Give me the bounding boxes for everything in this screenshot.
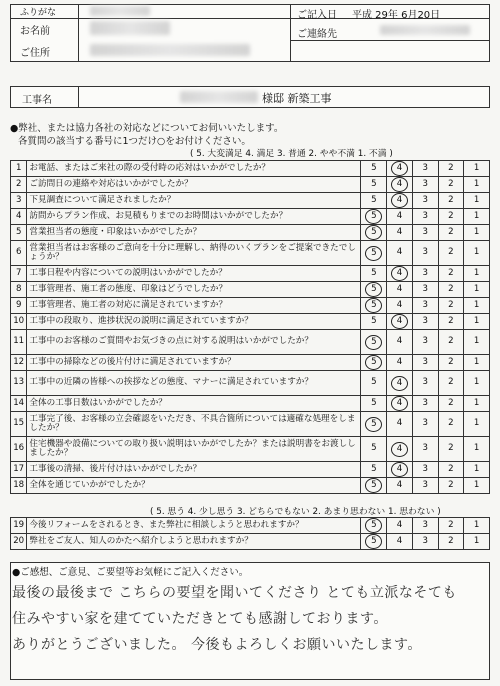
score-option[interactable] [387, 534, 413, 550]
date-value: 平成 29年 6月20日 [352, 10, 441, 21]
date-label: ご記入日 [297, 10, 337, 21]
question-text: お電話、またはご来社の際の受付時の応対はいかがでしたか？ [27, 161, 361, 177]
score-value: 1 [473, 210, 480, 221]
score-option[interactable] [361, 437, 387, 462]
score-option[interactable] [361, 396, 387, 412]
score-option[interactable] [412, 241, 438, 266]
question-text: 営業担当者の態度・印象はいかがでしたか？ [27, 225, 361, 241]
score-value: 3 [422, 479, 428, 490]
question-row [11, 518, 490, 534]
question-text: ご訪問日の連絡や対応はいかがでしたか？ [27, 177, 361, 193]
score-value: 3 [422, 299, 428, 310]
question-row [11, 209, 490, 225]
score-value: 2 [448, 299, 454, 310]
score-option[interactable] [438, 355, 464, 371]
selected-score: 4 [391, 376, 408, 391]
score-value: 4 [396, 299, 403, 310]
selected-score: 5 [365, 355, 382, 370]
question-row [11, 478, 490, 494]
selected-score: 5 [365, 209, 382, 224]
question-number: 9 [11, 298, 27, 314]
score-value: 4 [396, 247, 403, 258]
score-value: 5 [371, 162, 377, 173]
selected-score: 5 [365, 534, 382, 549]
question-row [11, 371, 490, 396]
score-value: 2 [448, 283, 454, 294]
question-text: 工事中のお客様のご質問やお気づきの点に対する説明はいかがでしたか？ [27, 330, 361, 355]
selected-score: 5 [365, 478, 382, 493]
score-option[interactable] [438, 462, 464, 478]
question-row [11, 266, 490, 282]
score-option[interactable] [464, 534, 490, 550]
score-option[interactable] [361, 355, 387, 371]
score-value: 3 [422, 267, 428, 278]
selected-score: 4 [391, 193, 408, 208]
score-value: 5 [371, 315, 377, 326]
question-number: 15 [11, 412, 27, 437]
score-option[interactable] [412, 177, 438, 193]
question-text: 工事中の掃除などの後片付けに満足されていますか？ [27, 355, 361, 371]
score-option[interactable] [464, 225, 490, 241]
score-option[interactable] [412, 314, 438, 330]
question-number: 17 [11, 462, 27, 478]
score-option[interactable] [361, 161, 387, 177]
score-option[interactable] [361, 241, 387, 266]
score-option[interactable] [361, 412, 387, 437]
score-option[interactable] [464, 412, 490, 437]
question-row [11, 330, 490, 355]
score-option[interactable] [361, 282, 387, 298]
score-option[interactable] [387, 462, 413, 478]
score-value: 3 [422, 463, 428, 474]
score-value: 2 [448, 178, 454, 189]
score-option[interactable] [387, 193, 413, 209]
score-option[interactable] [412, 371, 438, 396]
score-value: 2 [448, 315, 454, 326]
score-value: 4 [396, 210, 403, 221]
selected-score: 4 [391, 177, 408, 192]
score-option[interactable] [387, 518, 413, 534]
score-value: 2 [448, 194, 454, 205]
score-value: 2 [448, 162, 454, 173]
score-option[interactable] [438, 177, 464, 193]
question-number: 12 [11, 355, 27, 371]
question-number: 1 [11, 161, 27, 177]
score-option[interactable] [387, 282, 413, 298]
contact-label: ご連絡先 [297, 29, 337, 40]
question-row [11, 437, 490, 462]
question-text: 工事日程や内容についての説明はいかがでしたか？ [27, 266, 361, 282]
score-value: 4 [396, 479, 403, 490]
score-value: 1 [473, 418, 480, 429]
score-value: 4 [396, 519, 403, 530]
score-value: 2 [448, 519, 454, 530]
question-text: 全体の工事日数はいかがでしたか？ [27, 396, 361, 412]
score-option[interactable] [438, 241, 464, 266]
question-text: 住宅機器や設備についての取り扱い説明はいかがでしたか？または説明書をお渡ししましたか？ [27, 437, 361, 462]
question-row [11, 282, 490, 298]
score-option[interactable] [361, 462, 387, 478]
score-option[interactable] [387, 412, 413, 437]
score-option[interactable] [464, 437, 490, 462]
question-number: 14 [11, 396, 27, 412]
score-value: 2 [448, 336, 454, 347]
comment-line-1: 最後の最後まで こちらの要望を聞いてくださり とても立派なそても [12, 585, 457, 601]
score-option[interactable] [464, 462, 490, 478]
score-option[interactable] [387, 161, 413, 177]
score-option[interactable] [438, 371, 464, 396]
score-value: 1 [473, 479, 480, 490]
score-option[interactable] [361, 314, 387, 330]
score-option[interactable] [438, 298, 464, 314]
question-row [11, 241, 490, 266]
score-value: 2 [448, 535, 454, 546]
score-option[interactable] [361, 209, 387, 225]
score-option[interactable] [361, 518, 387, 534]
score-option[interactable] [361, 266, 387, 282]
question-number: 2 [11, 177, 27, 193]
question-text: 工事中の段取り、進捗状況の説明に満足されていますか？ [27, 314, 361, 330]
scale2: ( 5. 思う 4. 少し思う 3. どちらでもない 2. あまり思わない 1. 思わない ) [150, 507, 441, 517]
score-value: 1 [473, 299, 480, 310]
redacted-name [90, 21, 170, 35]
score-option[interactable] [387, 241, 413, 266]
score-value: 5 [371, 463, 377, 474]
score-option[interactable] [412, 209, 438, 225]
name-label: お名前 [20, 26, 50, 37]
intro-scale: ( 5. 大変満足 4. 満足 3. 普通 2. やや不満 1. 不満 ) [190, 149, 393, 159]
score-value: 1 [473, 377, 480, 388]
comment-line-2: 住みやすい家を建てていただきとても感謝しております。 [12, 611, 388, 627]
question-text: 今後リフォームをされるとき、また弊社に相談しようと思われますか？ [27, 518, 361, 534]
score-value: 3 [422, 178, 428, 189]
score-option[interactable] [412, 534, 438, 550]
question-row [11, 412, 490, 437]
score-value: 2 [448, 479, 454, 490]
question-text: 工事管理者、施工者の態度、印象はどうでしたか？ [27, 282, 361, 298]
project-suffix: 様邸 新築工事 [262, 92, 332, 105]
selected-score: 5 [365, 246, 382, 261]
question-row [11, 534, 490, 550]
score-value: 4 [396, 356, 403, 367]
score-value: 4 [396, 226, 403, 237]
score-value: 3 [422, 535, 428, 546]
score-value: 3 [422, 226, 428, 237]
score-option[interactable] [438, 266, 464, 282]
score-option[interactable] [387, 437, 413, 462]
question-number: 16 [11, 437, 27, 462]
score-option[interactable] [438, 518, 464, 534]
score-value: 2 [448, 226, 454, 237]
redacted-furigana [90, 6, 150, 16]
score-option[interactable] [387, 225, 413, 241]
score-option[interactable] [387, 396, 413, 412]
address-label: ご住所 [20, 48, 50, 59]
score-value: 4 [396, 336, 403, 347]
question-text: 全体を通じていかがでしたか？ [27, 478, 361, 494]
score-option[interactable] [438, 225, 464, 241]
score-value: 5 [371, 194, 377, 205]
score-value: 1 [473, 519, 480, 530]
score-option[interactable] [438, 161, 464, 177]
score-option[interactable] [412, 478, 438, 494]
score-value: 3 [422, 356, 428, 367]
question-row [11, 225, 490, 241]
questions-table-2 [10, 517, 490, 550]
score-value: 1 [473, 336, 480, 347]
score-value: 1 [473, 267, 480, 278]
score-option[interactable] [464, 282, 490, 298]
score-value: 4 [396, 418, 403, 429]
score-value: 5 [371, 397, 377, 408]
selected-score: 4 [391, 396, 408, 411]
intro-line1: ●弊社、または協力各社の対応などについてお伺いいたします。 [10, 123, 284, 134]
score-option[interactable] [464, 478, 490, 494]
question-text: 訪問からプラン作成、お見積もりまでのお時間はいかがでしたか？ [27, 209, 361, 225]
score-value: 3 [422, 315, 428, 326]
score-option[interactable] [464, 177, 490, 193]
score-value: 2 [448, 463, 454, 474]
comment-line-3: ありがとうございました。 今後もよろしくお願いいたします。 [12, 637, 422, 653]
score-value: 2 [448, 210, 454, 221]
score-option[interactable] [438, 412, 464, 437]
score-value: 3 [422, 377, 428, 388]
score-option[interactable] [412, 412, 438, 437]
score-option[interactable] [412, 298, 438, 314]
selected-score: 5 [365, 282, 382, 297]
question-row [11, 193, 490, 209]
score-option[interactable] [361, 193, 387, 209]
score-option[interactable] [438, 396, 464, 412]
score-value: 4 [396, 535, 403, 546]
score-value: 2 [448, 267, 454, 278]
score-value: 5 [371, 443, 377, 454]
project-label: 工事名 [22, 95, 52, 106]
score-option[interactable] [412, 462, 438, 478]
score-option[interactable] [438, 209, 464, 225]
question-text: 工事完了後、お客様の立会確認をいただき、不具合箇所については適確な処理をしましたか？ [27, 412, 361, 437]
score-option[interactable] [387, 298, 413, 314]
score-option[interactable] [387, 266, 413, 282]
score-option[interactable] [464, 396, 490, 412]
score-value: 3 [422, 162, 428, 173]
question-text: 弊社をご友人、知人のかたへ紹介しようと思われますか？ [27, 534, 361, 550]
score-option[interactable] [361, 478, 387, 494]
score-value: 5 [371, 178, 377, 189]
question-row [11, 462, 490, 478]
score-value: 3 [422, 397, 428, 408]
score-option[interactable] [438, 330, 464, 355]
score-value: 1 [473, 283, 480, 294]
score-value: 2 [448, 397, 454, 408]
score-option[interactable] [438, 282, 464, 298]
score-option[interactable] [412, 225, 438, 241]
score-value: 1 [473, 356, 480, 367]
questions-table [10, 160, 490, 494]
score-option[interactable] [361, 371, 387, 396]
score-option[interactable] [412, 437, 438, 462]
question-number: 8 [11, 282, 27, 298]
selected-score: 4 [391, 161, 408, 176]
score-option[interactable] [387, 177, 413, 193]
score-option[interactable] [438, 193, 464, 209]
question-text: 工事後の清掃、後片付けはいかがでしたか？ [27, 462, 361, 478]
score-option[interactable] [361, 225, 387, 241]
score-option[interactable] [361, 330, 387, 355]
score-option[interactable] [464, 518, 490, 534]
score-option[interactable] [412, 518, 438, 534]
question-number: 4 [11, 209, 27, 225]
question-text: 下見調査について満足されましたか？ [27, 193, 361, 209]
question-text: 営業担当者はお客様のご意向を十分に理解し、納得のいくプランをご提案できたでしょうか？ [27, 241, 361, 266]
question-row [11, 177, 490, 193]
score-value: 1 [473, 162, 480, 173]
score-value: 1 [473, 397, 480, 408]
selected-score: 5 [365, 335, 382, 350]
question-row [11, 314, 490, 330]
score-value: 2 [448, 356, 454, 367]
score-value: 5 [371, 377, 377, 388]
score-option[interactable] [464, 298, 490, 314]
selected-score: 4 [391, 314, 408, 329]
score-option[interactable] [387, 209, 413, 225]
score-option[interactable] [387, 314, 413, 330]
question-number: 5 [11, 225, 27, 241]
score-value: 4 [396, 283, 403, 294]
redacted-contact [380, 25, 470, 35]
furigana-label: ふりがな [20, 8, 57, 18]
question-number: 13 [11, 371, 27, 396]
score-option[interactable] [387, 330, 413, 355]
score-value: 1 [473, 535, 480, 546]
score-value: 3 [422, 194, 428, 205]
selected-score: 5 [365, 225, 382, 240]
score-option[interactable] [412, 161, 438, 177]
score-value: 1 [473, 443, 480, 454]
score-option[interactable] [412, 396, 438, 412]
question-number: 11 [11, 330, 27, 355]
question-row [11, 355, 490, 371]
question-row [11, 396, 490, 412]
question-number: 6 [11, 241, 27, 266]
score-value: 2 [448, 247, 454, 258]
question-number: 7 [11, 266, 27, 282]
score-value: 1 [473, 194, 480, 205]
selected-score: 4 [391, 442, 408, 457]
selected-score: 5 [365, 518, 382, 533]
comments-label: ●ご感想、ご意見、ご要望等お気軽にご記入ください。 [12, 567, 249, 578]
score-option[interactable] [361, 298, 387, 314]
score-value: 3 [422, 283, 428, 294]
redacted-project-name [180, 91, 258, 103]
score-option[interactable] [464, 371, 490, 396]
score-value: 1 [473, 463, 480, 474]
score-value: 1 [473, 226, 480, 237]
question-number: 18 [11, 478, 27, 494]
score-value: 1 [473, 247, 480, 258]
intro-line2: 各質問の該当する番号に1つだけ○をお付けください。 [18, 136, 251, 147]
score-option[interactable] [464, 355, 490, 371]
score-value: 1 [473, 315, 480, 326]
score-option[interactable] [412, 193, 438, 209]
score-value: 5 [371, 267, 377, 278]
score-option[interactable] [387, 478, 413, 494]
score-option[interactable] [464, 330, 490, 355]
selected-score: 4 [391, 266, 408, 281]
score-value: 2 [448, 443, 454, 454]
question-number: 3 [11, 193, 27, 209]
selected-score: 5 [365, 298, 382, 313]
score-value: 3 [422, 418, 428, 429]
question-number: 10 [11, 314, 27, 330]
score-option[interactable] [464, 193, 490, 209]
score-option[interactable] [412, 355, 438, 371]
score-option[interactable] [412, 266, 438, 282]
score-option[interactable] [464, 241, 490, 266]
score-value: 1 [473, 178, 480, 189]
score-option[interactable] [412, 330, 438, 355]
score-option[interactable] [464, 161, 490, 177]
question-text: 工事中の近隣の皆様への挨拶などの態度、マナーに満足されていますか？ [27, 371, 361, 396]
selected-score: 5 [365, 417, 382, 432]
question-text: 工事管理者、施工者の対応に満足されていますか？ [27, 298, 361, 314]
score-option[interactable] [387, 371, 413, 396]
score-value: 2 [448, 418, 454, 429]
score-option[interactable] [387, 355, 413, 371]
score-value: 3 [422, 336, 428, 347]
score-value: 3 [422, 519, 428, 530]
score-option[interactable] [464, 209, 490, 225]
redacted-address [90, 44, 250, 56]
score-option[interactable] [438, 437, 464, 462]
question-row [11, 298, 490, 314]
score-option[interactable] [464, 266, 490, 282]
score-option[interactable] [361, 534, 387, 550]
score-option[interactable] [361, 177, 387, 193]
question-row [11, 161, 490, 177]
score-value: 3 [422, 247, 428, 258]
score-value: 2 [448, 377, 454, 388]
score-option[interactable] [438, 314, 464, 330]
score-option[interactable] [438, 478, 464, 494]
question-number: 19 [11, 518, 27, 534]
score-option[interactable] [412, 282, 438, 298]
score-option[interactable] [438, 534, 464, 550]
question-number: 20 [11, 534, 27, 550]
selected-score: 4 [391, 462, 408, 477]
score-value: 3 [422, 210, 428, 221]
score-value: 3 [422, 443, 428, 454]
score-option[interactable] [464, 314, 490, 330]
